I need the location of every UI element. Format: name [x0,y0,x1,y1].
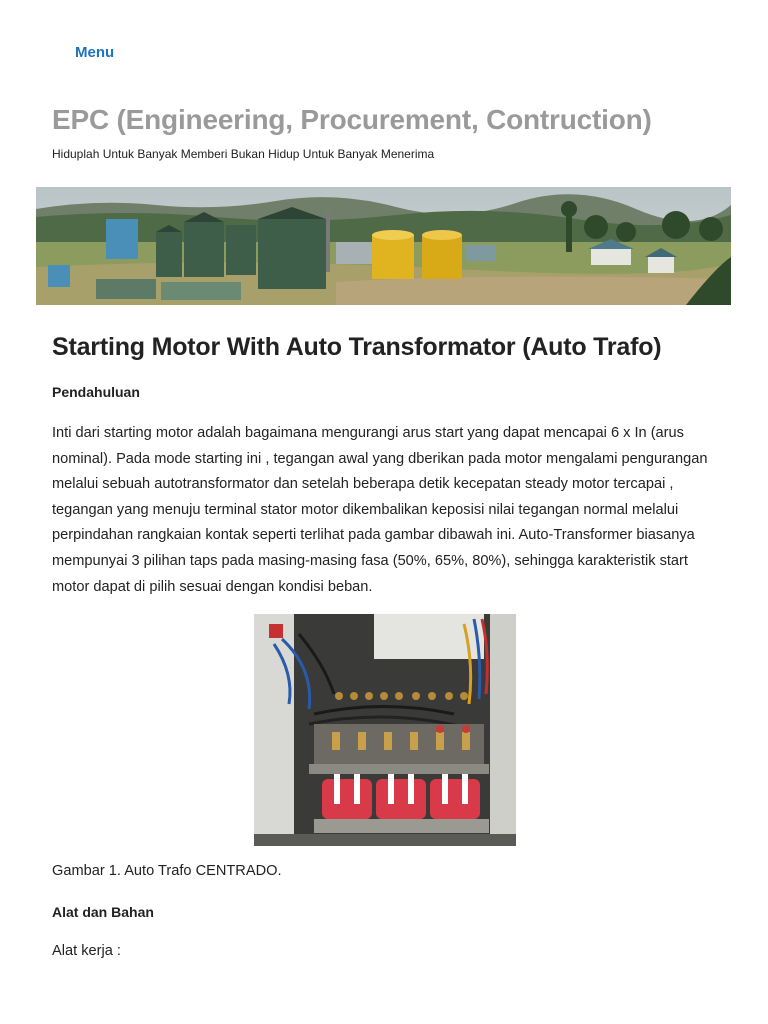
auto-transformer-photo [254,614,516,846]
header-banner-image [36,187,731,305]
article-title: Starting Motor With Auto Transformator (Auto Trafo) [52,333,662,361]
figure-caption: Gambar 1. Auto Trafo CENTRADO. [52,863,282,879]
intro-heading: Pendahuluan [52,384,140,400]
tools-heading: Alat dan Bahan [52,904,154,920]
site-title[interactable]: EPC (Engineering, Procurement, Contruction) [52,104,652,135]
menu-button[interactable]: Menu [75,44,115,61]
tools-label: Alat kerja : [52,943,121,959]
site-description: Hiduplah Untuk Banyak Memberi Bukan Hidup Untuk Banyak Menerima [52,147,435,161]
intro-paragraph: Inti dari starting motor adalah bagaimana mengurangi arus start yang dapat mencapai 6 x In (arus nominal). Pada mode starting ini , tegangan awal yang dberikan pada motor mengalami pengurangan melalui sebuah autotransformator dan setelah beberapa detik kecepatan steady motor tercapai , tegangan yang menuju terminal stator motor dikembalikan keposisi nilai tegangan normal melalui perpindahan rangkaian kontak seperti terlihat pada gambar dibawah ini. Auto-Transformer biasanya mempunyai 3 pilihan taps pada masing-masing fasa (50%, 65%, 80%), sehingga karakteristik start motor dapat di pilih sesuai dengan kondisi beban. [52,425,708,595]
